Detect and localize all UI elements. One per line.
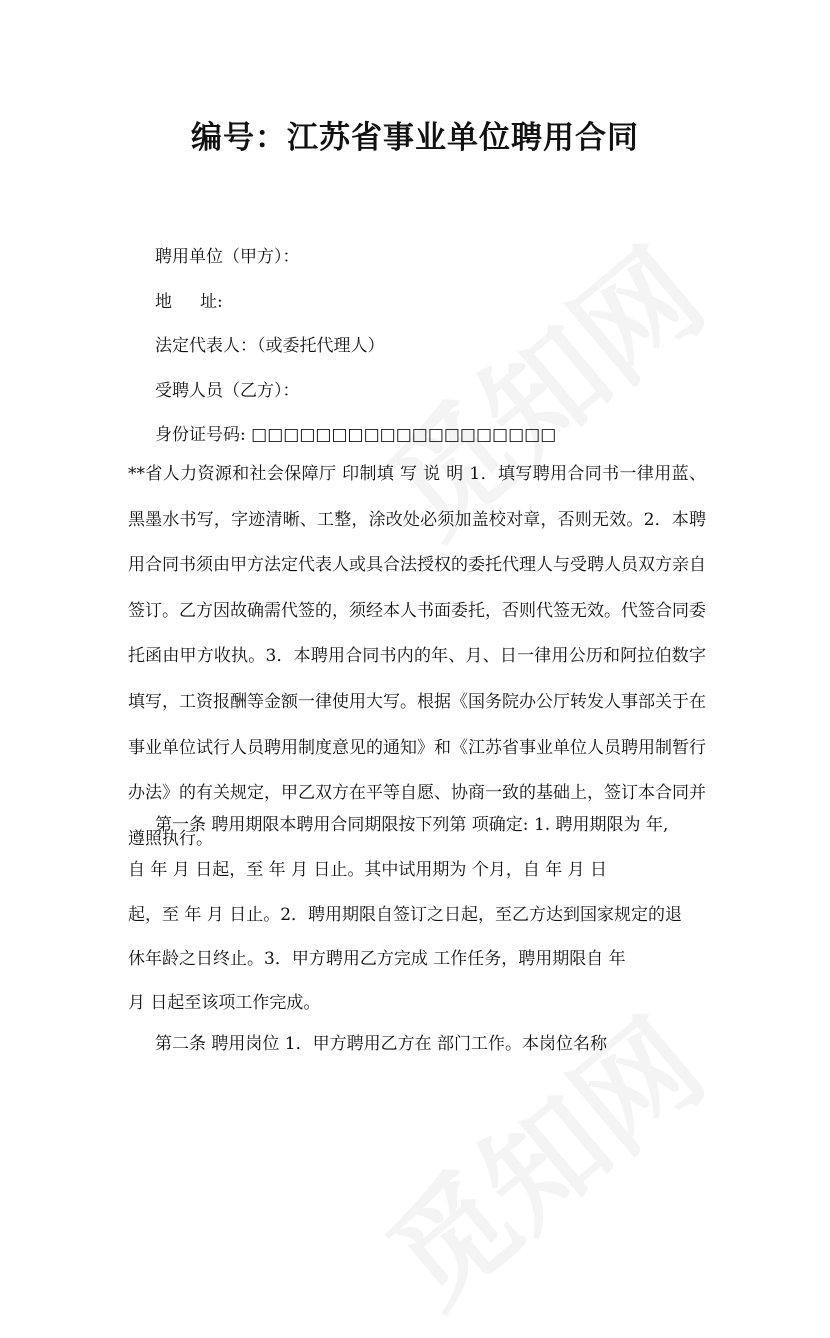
field-address-label-b: 址: — [200, 292, 223, 312]
field-employer: 聘用单位（甲方）： — [155, 247, 300, 267]
article1-first-line: 第一条 聘用期限本聘用合同期限按下列第 项确定: 1. 聘用期限为 年, — [155, 815, 669, 835]
field-employee: 受聘人员（乙方）： — [155, 381, 300, 401]
field-address-label-a: 地 — [155, 292, 172, 312]
document-title: 编号：江苏省事业单位聘用合同 — [191, 120, 639, 156]
article1-line: 起，至 年 月 日止。2．聘用期限自签订之日起，至乙方达到国家规定的退 — [128, 905, 683, 925]
field-legal-representative: 法定代表人：（或委托代理人） — [155, 336, 385, 356]
article2-line: 第二条 聘用岗位 1．甲方聘用乙方在 部门工作。本岗位名称 — [155, 1034, 608, 1054]
article1-line: 自 年 月 日起，至 年 月 日止。其中试用期为 个月，自 年 月 日 — [128, 860, 608, 880]
field-address — [155, 287, 223, 312]
article1-line: 休年龄之日终止。3．甲方聘用乙方完成 工作任务，聘用期限自 年 — [128, 949, 626, 969]
field-id-number: 身份证号码: □□□□□□□□□□□□□□□□□□□ — [155, 425, 557, 445]
article1-line: 月 日起至该项工作完成。 — [128, 993, 321, 1013]
instructions-paragraph: **省人力资源和社会保障厅 印制填 写 说 明 1．填写聘用合同书一律用蓝、黑墨水书写，字迹清晰、工整，涂改处必须加盖校对章，否则无效。2．本聘用合同书须由甲方法定代表人或具合法授权的委托代理人与受聘人员双方亲自签订。乙方因故确需代签的，须经本人书面委托，否则代签无效。代签合同委托函由甲方收执。3．本聘用合同书内的年、月、日一律用公历和阿拉伯数字填写，工资报酬等金额一律使用大写。根据《国务院办公厅转发人事部关于在事业单位试行人员聘用制度意见的通知》和《江苏省事业单位人员聘用制暂行办法》的有关规定，甲乙双方在平等自愿、协商一致的基础上，签订本合同并遵照执行。 — [128, 464, 706, 849]
